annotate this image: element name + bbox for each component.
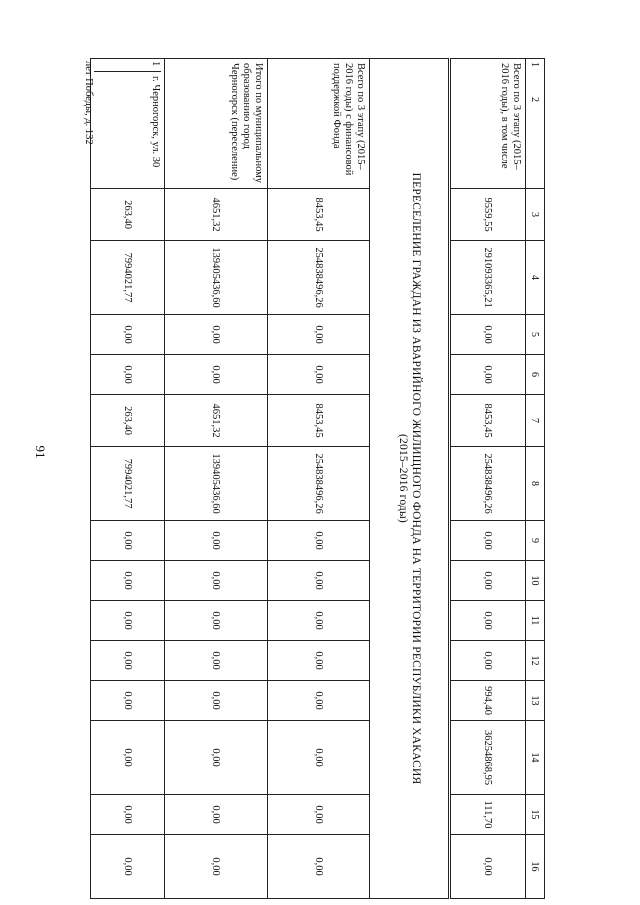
table-cell: 0,00: [449, 641, 525, 681]
table-cell: 8453,45: [267, 189, 370, 241]
page-number: 91: [33, 445, 48, 459]
table-row-total-stage3: [449, 59, 525, 899]
table-cell: 0,00: [91, 835, 165, 899]
table-cell: 0,00: [267, 641, 370, 681]
row-label: Итого по муниципальному образованию город Черногорск (переселение): [165, 59, 268, 189]
row-label: [83, 59, 165, 189]
table-cell: 0,00: [165, 355, 268, 395]
column-number-cell: 3: [526, 189, 545, 241]
section-subtitle: (2015–2016 годы): [397, 434, 410, 523]
column-number-cell: 7: [526, 395, 545, 447]
column-number-cell: 4: [526, 241, 545, 315]
table-cell: 263,40: [91, 395, 165, 447]
table-cell: 8453,45: [267, 395, 370, 447]
table-cell: 0,00: [449, 561, 525, 601]
table-cell: 0,00: [449, 835, 525, 899]
table-cell: 139405436,60: [165, 447, 268, 521]
table-cell: 4651,32: [165, 395, 268, 447]
table-cell: 0,00: [449, 355, 525, 395]
table-cell: 0,00: [91, 601, 165, 641]
table-cell: 7994021,77: [91, 447, 165, 521]
table-row-address: [91, 59, 165, 899]
column-number-cell: 16: [526, 835, 545, 899]
table-cell: 0,00: [165, 561, 268, 601]
table-cell: 0,00: [165, 641, 268, 681]
column-number-cell: 1 2: [526, 59, 545, 189]
column-number-cell: 12: [526, 641, 545, 681]
column-number-row: [526, 59, 545, 899]
table-cell: 0,00: [91, 641, 165, 681]
row-label: Всего по 3 этапу (2015–2016 годы), в том числе: [449, 59, 525, 189]
column-number-cell: 11: [526, 601, 545, 641]
table-cell: 994,40: [449, 681, 525, 721]
table-cell: 36254868,95: [449, 721, 525, 795]
column-number-cell: 15: [526, 795, 545, 835]
table-cell: 0,00: [267, 835, 370, 899]
column-number-cell: 10: [526, 561, 545, 601]
column-number-cell: 9: [526, 521, 545, 561]
table-cell: 0,00: [91, 561, 165, 601]
table-cell: 111,70: [449, 795, 525, 835]
column-number-cell: 14: [526, 721, 545, 795]
table-cell: 0,00: [267, 355, 370, 395]
table-row-chernogorsk-total: [165, 59, 268, 899]
table-cell: 0,00: [449, 521, 525, 561]
table-cell: 0,00: [91, 681, 165, 721]
table-cell: 0,00: [267, 601, 370, 641]
table-cell: 8453,45: [449, 395, 525, 447]
table-cell: 0,00: [267, 315, 370, 355]
table-cell: 291093365,21: [449, 241, 525, 315]
table-cell: 0,00: [91, 355, 165, 395]
table-cell: 263,40: [91, 189, 165, 241]
table-cell: 0,00: [267, 721, 370, 795]
table-cell: 0,00: [165, 835, 268, 899]
table-row-fund-support: [267, 59, 370, 899]
table-cell: 139405436,60: [165, 241, 268, 315]
table-cell: 0,00: [165, 795, 268, 835]
table-cell: 0,00: [267, 561, 370, 601]
address-text: г. Черногорск, ул. 30 лет Победы, д. 132: [83, 61, 162, 168]
table-cell: 0,00: [165, 315, 268, 355]
column-number-cell: 13: [526, 681, 545, 721]
table-cell: 0,00: [165, 721, 268, 795]
section-title: ПЕРЕСЕЛЕНИЕ ГРАЖДАН ИЗ АВАРИЙНОГО ЖИЛИЩНОГО ФОНДА НА ТЕРРИТОРИИ РЕСПУБЛИКИ ХАКАСИЯ (2015–2016 годы): [370, 59, 449, 899]
resettlement-table: [83, 58, 545, 899]
table-cell: 0,00: [449, 315, 525, 355]
table-cell: 0,00: [267, 681, 370, 721]
table-cell: 4651,32: [165, 189, 268, 241]
table-cell: 0,00: [91, 721, 165, 795]
table-cell: 254838496,26: [267, 241, 370, 315]
table-cell: 0,00: [449, 601, 525, 641]
table-cell: 0,00: [91, 795, 165, 835]
column-number-cell: 5: [526, 315, 545, 355]
section-title-row: [370, 59, 449, 899]
column-number-cell: 8: [526, 447, 545, 521]
table-cell: 254838496,26: [449, 447, 525, 521]
table-cell: 0,00: [91, 521, 165, 561]
table-cell: 0,00: [267, 521, 370, 561]
table-cell: 0,00: [165, 521, 268, 561]
table-cell: 7994021,77: [91, 241, 165, 315]
data-table-rotated: [83, 58, 545, 876]
row-number: 1: [94, 61, 161, 72]
table-cell: 9559,55: [449, 189, 525, 241]
table-cell: 0,00: [165, 681, 268, 721]
column-number-cell: 6: [526, 355, 545, 395]
table-cell: 0,00: [267, 795, 370, 835]
table-cell: 0,00: [91, 315, 165, 355]
row-label: Всего по 3 этапу (2015–2016 годы) с финансовой поддержкой Фонда: [267, 59, 370, 189]
table-cell: 0,00: [165, 601, 268, 641]
table-cell: 254838496,26: [267, 447, 370, 521]
